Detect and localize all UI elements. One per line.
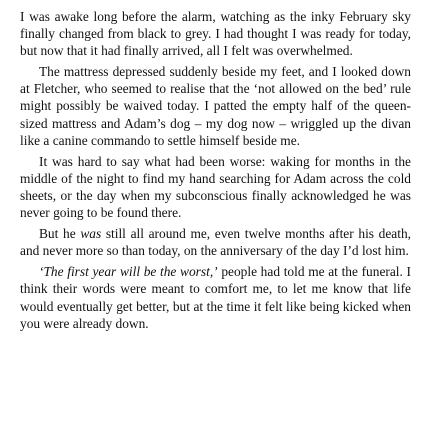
paragraph-2 — [20, 63, 411, 148]
paragraph-1-text: I was awake long before the alarm, watching as the inky February sky finally changed from black to grey. I had thought I was ready for today, but now that it had finally arrived, all I felt was overwhelmed. — [20, 9, 411, 59]
paragraph-4-emphasis: was — [80, 226, 102, 242]
paragraph-4-text-start: But he — [39, 226, 81, 242]
paragraph-5 — [20, 263, 411, 331]
paragraph-1 — [20, 8, 411, 59]
paragraph-2-text: The mattress depressed suddenly beside my feet, and I looked down at Fletcher, who seemed to realise that the ‘not allowed on the bed’ rule might possibly be waived today. I patted the empty half of the queen-sized mattress and Adam’s dog – my dog now – wriggled up the divan like a canine commando to settle himself beside me. — [20, 64, 411, 148]
paragraph-4-text-end: still all around me, even twelve months after his death, and never more so than today, on the anniversary of the day I’d lost him. — [20, 226, 412, 259]
paragraph-3 — [20, 153, 411, 221]
paragraph-5-quote: ‘The first year will be the worst,’ — [39, 264, 218, 280]
paragraph-3-text: It was hard to say what had been worse: waking for months in the middle of the night to find my hand searching for Adam across the cold sheets, or the day when my subconscious finally acknowledged he was never going to be found there. — [20, 153, 411, 221]
paragraph-5-text: people had told me at the funeral. I think their words were meant to comfort me, to let me know that life would eventually get better, but at the time it felt like being kicked when you were already down. — [20, 264, 411, 331]
paragraph-4 — [20, 225, 411, 259]
